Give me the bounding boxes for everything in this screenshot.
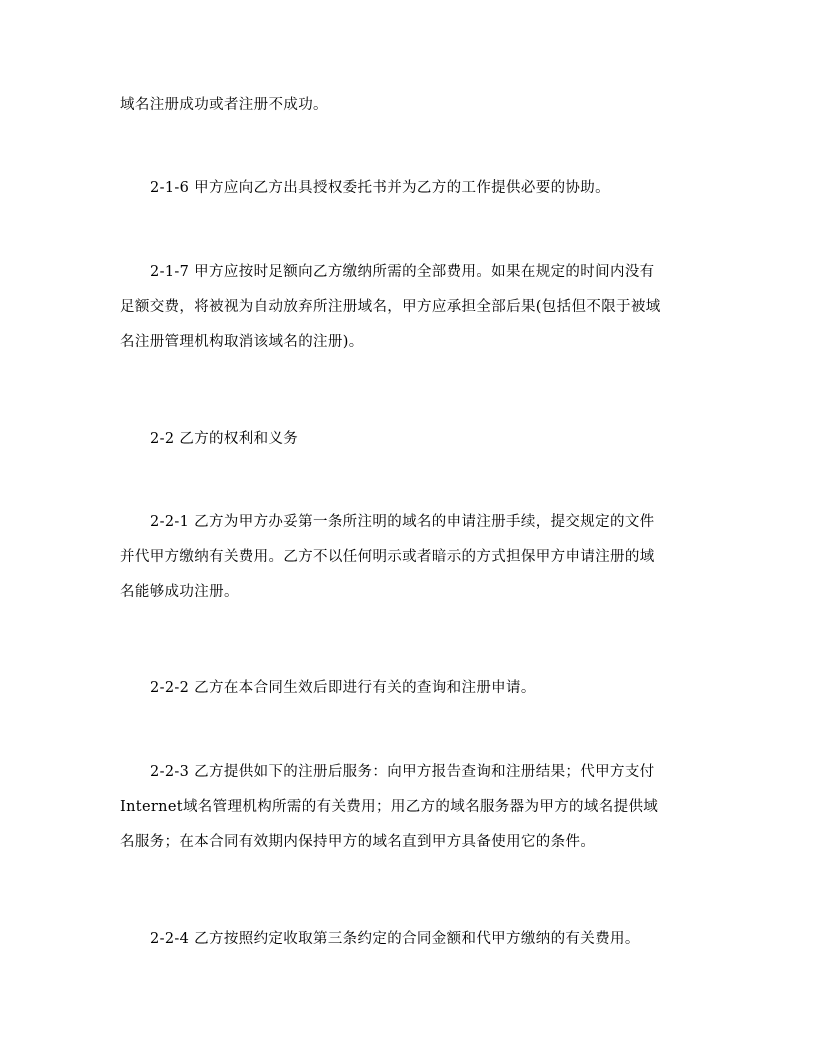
section-heading-2-2 — [120, 422, 700, 457]
text-line: Internet域名管理机构所需的有关费用；用乙方的域名服务器为甲方的域名提供域 — [120, 799, 659, 815]
paragraph-clause-2-2-4 — [120, 922, 700, 957]
text-line: 名服务；在本合同有效期内保持甲方的域名直到甲方具备使用它的条件。 — [120, 834, 596, 850]
text-line: 2-2 乙方的权利和义务 — [150, 431, 299, 447]
text-line: 2-1-6 甲方应向乙方出具授权委托书并为乙方的工作提供必要的协助。 — [150, 180, 610, 196]
text-line: 2-2-3 乙方提供如下的注册后服务：向甲方报告查询和注册结果；代甲方支付 — [150, 764, 655, 780]
text-line: 2-2-2 乙方在本合同生效后即进行有关的查询和注册申请。 — [150, 680, 536, 696]
text-line: 并代甲方缴纳有关费用。乙方不以任何明示或者暗示的方式担保甲方申请注册的域 — [120, 549, 655, 565]
text-line: 2-2-1 乙方为甲方办妥第一条所注明的域名的申请注册手续，提交规定的文件 — [150, 514, 655, 530]
paragraph-clause-2-1-6 — [120, 171, 700, 206]
paragraph-clause-2-2-2 — [120, 671, 700, 706]
text-line: 2-2-4 乙方按照约定收取第三条约定的合同金额和代甲方缴纳的有关费用。 — [150, 931, 640, 947]
text-line: 名能够成功注册。 — [120, 584, 239, 600]
paragraph-clause-2-1-7 — [120, 255, 700, 360]
paragraph-clause-2-2-3 — [120, 755, 700, 860]
paragraph-registration-result — [120, 88, 700, 123]
text-line: 足额交费，将被视为自动放弃所注册域名，甲方应承担全部后果(包括但不限于被域 — [120, 299, 661, 315]
text-line: 名注册管理机构取消该域名的注册)。 — [120, 334, 364, 350]
text-line: 2-1-7 甲方应按时足额向乙方缴纳所需的全部费用。如果在规定的时间内没有 — [150, 264, 655, 280]
text-line: 域名注册成功或者注册不成功。 — [120, 97, 328, 113]
paragraph-clause-2-2-1 — [120, 505, 700, 610]
